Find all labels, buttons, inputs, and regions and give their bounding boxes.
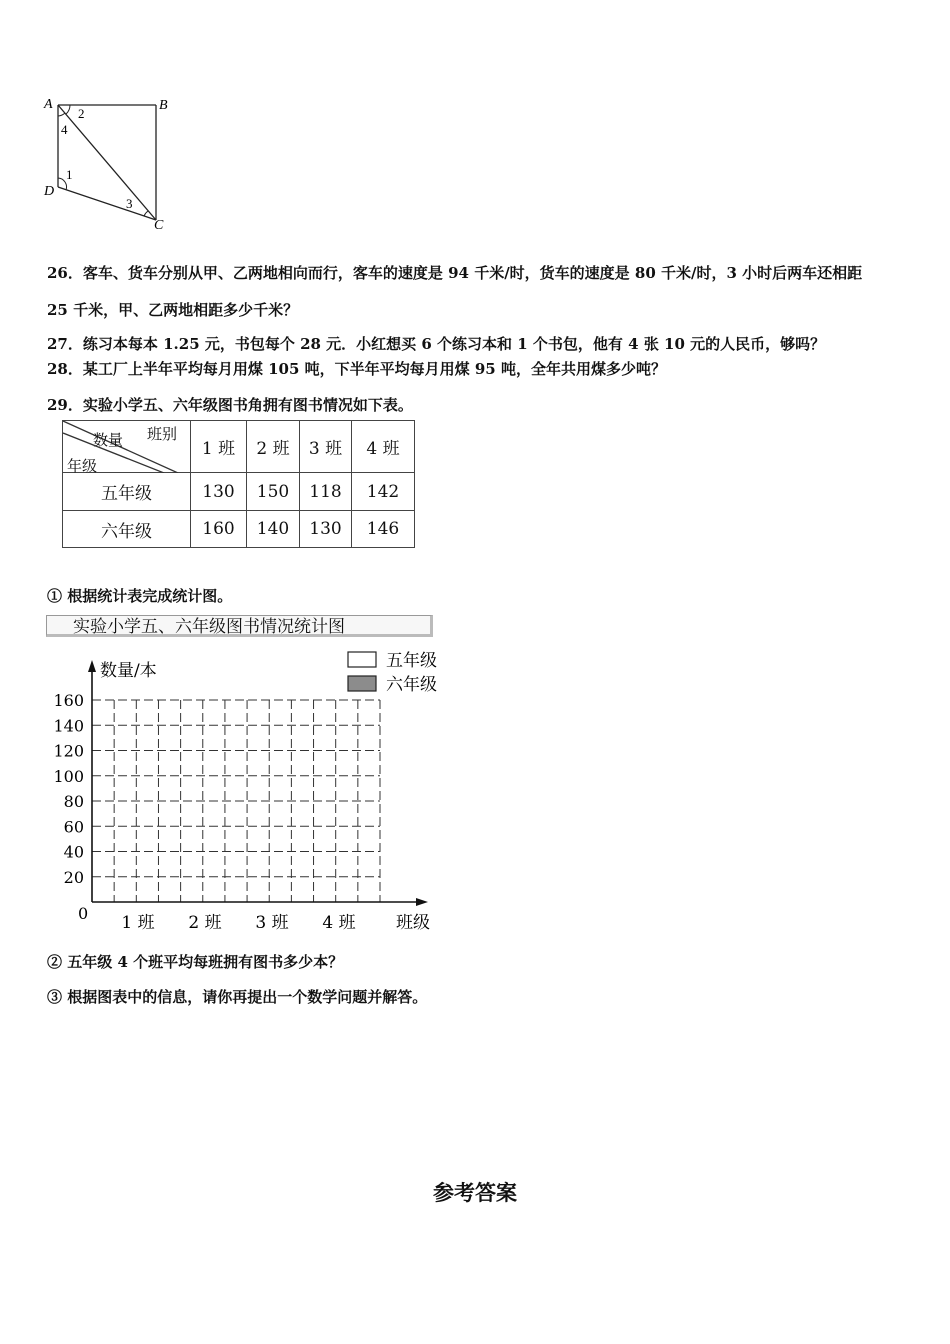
column-header: 1 班 xyxy=(191,421,247,473)
angle-label-3: 3 xyxy=(126,196,133,211)
table-row xyxy=(63,511,415,548)
chart-title: 实验小学五、六年级图书情况统计图 xyxy=(46,615,433,637)
geometry-figure xyxy=(40,92,180,237)
y-tick-label: 140 xyxy=(53,716,84,736)
y-tick-label: 40 xyxy=(63,842,84,862)
column-header: 4 班 xyxy=(352,421,415,473)
column-header: 3 班 xyxy=(300,421,352,473)
x-category-labels xyxy=(121,913,355,933)
table-cell: 118 xyxy=(300,473,352,511)
label-b: B xyxy=(159,98,168,113)
x-axis-label: 班级 xyxy=(396,913,430,933)
diagonal-ac xyxy=(58,105,156,220)
table-cell: 160 xyxy=(191,511,247,548)
y-axis-label: 数量/本 xyxy=(100,661,157,681)
chart-grid xyxy=(92,700,380,902)
label-c: C xyxy=(154,218,164,233)
sub-question-2: ② 五年级 4 个班平均每班拥有图书多少本？ xyxy=(47,953,344,971)
table-header-row xyxy=(63,421,415,473)
angle-arc-2 xyxy=(66,105,70,114)
y-tick-label: 20 xyxy=(63,867,84,887)
angle-label-4: 4 xyxy=(61,122,68,137)
y-axis-arrow xyxy=(88,660,96,672)
angle-arc-3 xyxy=(144,211,148,216)
legend-swatch-grade5 xyxy=(348,652,376,667)
y-tick-label: 160 xyxy=(53,691,84,710)
legend-swatch-grade6 xyxy=(348,676,376,691)
legend-label-grade5: 五年级 xyxy=(386,651,437,671)
column-header: 2 班 xyxy=(247,421,300,473)
x-category-label: 1 班 xyxy=(121,913,155,933)
bar-chart xyxy=(40,650,460,940)
header-quantity: 数量 xyxy=(93,431,124,449)
y-tick-label: 60 xyxy=(63,817,84,837)
table-diagonal-header xyxy=(63,421,191,473)
question-27: 27．练习本每本 1.25 元，书包每个 28 元．小红想买 6 个练习本和 1 个书包，他有 4 张 10 元的人民币，够吗？ xyxy=(47,335,826,353)
question-28: 28．某工厂上半年平均每月用煤 105 吨，下半年平均每月用煤 95 吨，全年共用煤多少吨？ xyxy=(47,360,666,378)
angle-label-2: 2 xyxy=(78,106,85,121)
row-label: 五年级 xyxy=(63,473,191,511)
header-class: 班别 xyxy=(147,425,178,443)
x-category-label: 2 班 xyxy=(188,913,222,933)
answer-title: 参考答案 xyxy=(433,1181,517,1205)
table-cell: 150 xyxy=(247,473,300,511)
row-label: 六年级 xyxy=(63,511,191,548)
table-cell: 130 xyxy=(191,473,247,511)
x-category-label: 4 班 xyxy=(322,913,356,933)
y-tick-label: 120 xyxy=(53,741,84,761)
legend-label-grade6: 六年级 xyxy=(386,675,437,695)
table-cell: 130 xyxy=(300,511,352,548)
header-grade: 年级 xyxy=(67,457,98,475)
angle-label-1: 1 xyxy=(66,167,73,182)
origin-label: 0 xyxy=(78,904,89,923)
table-cell: 142 xyxy=(352,473,415,511)
question-29: 29．实验小学五、六年级图书角拥有图书情况如下表。 xyxy=(47,396,413,414)
stats-table xyxy=(62,420,415,548)
table-cell: 146 xyxy=(352,511,415,548)
question-26-line1: 26．客车、货车分别从甲、乙两地相向而行，客车的速度是 94 千米/时，货车的速度是 80 千米/时，3 小时后两车还相距 xyxy=(47,264,863,282)
y-tick-labels xyxy=(53,691,84,887)
label-d: D xyxy=(44,184,55,199)
y-tick-label: 100 xyxy=(53,766,84,786)
angle-arc-4 xyxy=(58,113,65,116)
question-26-line2: 25 千米，甲、乙两地相距多少千米？ xyxy=(47,301,299,319)
table-row xyxy=(63,473,415,511)
label-a: A xyxy=(44,97,53,112)
y-tick-label: 80 xyxy=(63,792,84,811)
x-category-label: 3 班 xyxy=(255,913,289,933)
table-cell: 140 xyxy=(247,511,300,548)
sub-question-3: ③ 根据图表中的信息，请你再提出一个数学问题并解答。 xyxy=(47,988,428,1006)
x-axis-arrow xyxy=(416,898,428,906)
sub-question-1: ① 根据统计表完成统计图。 xyxy=(47,587,233,605)
